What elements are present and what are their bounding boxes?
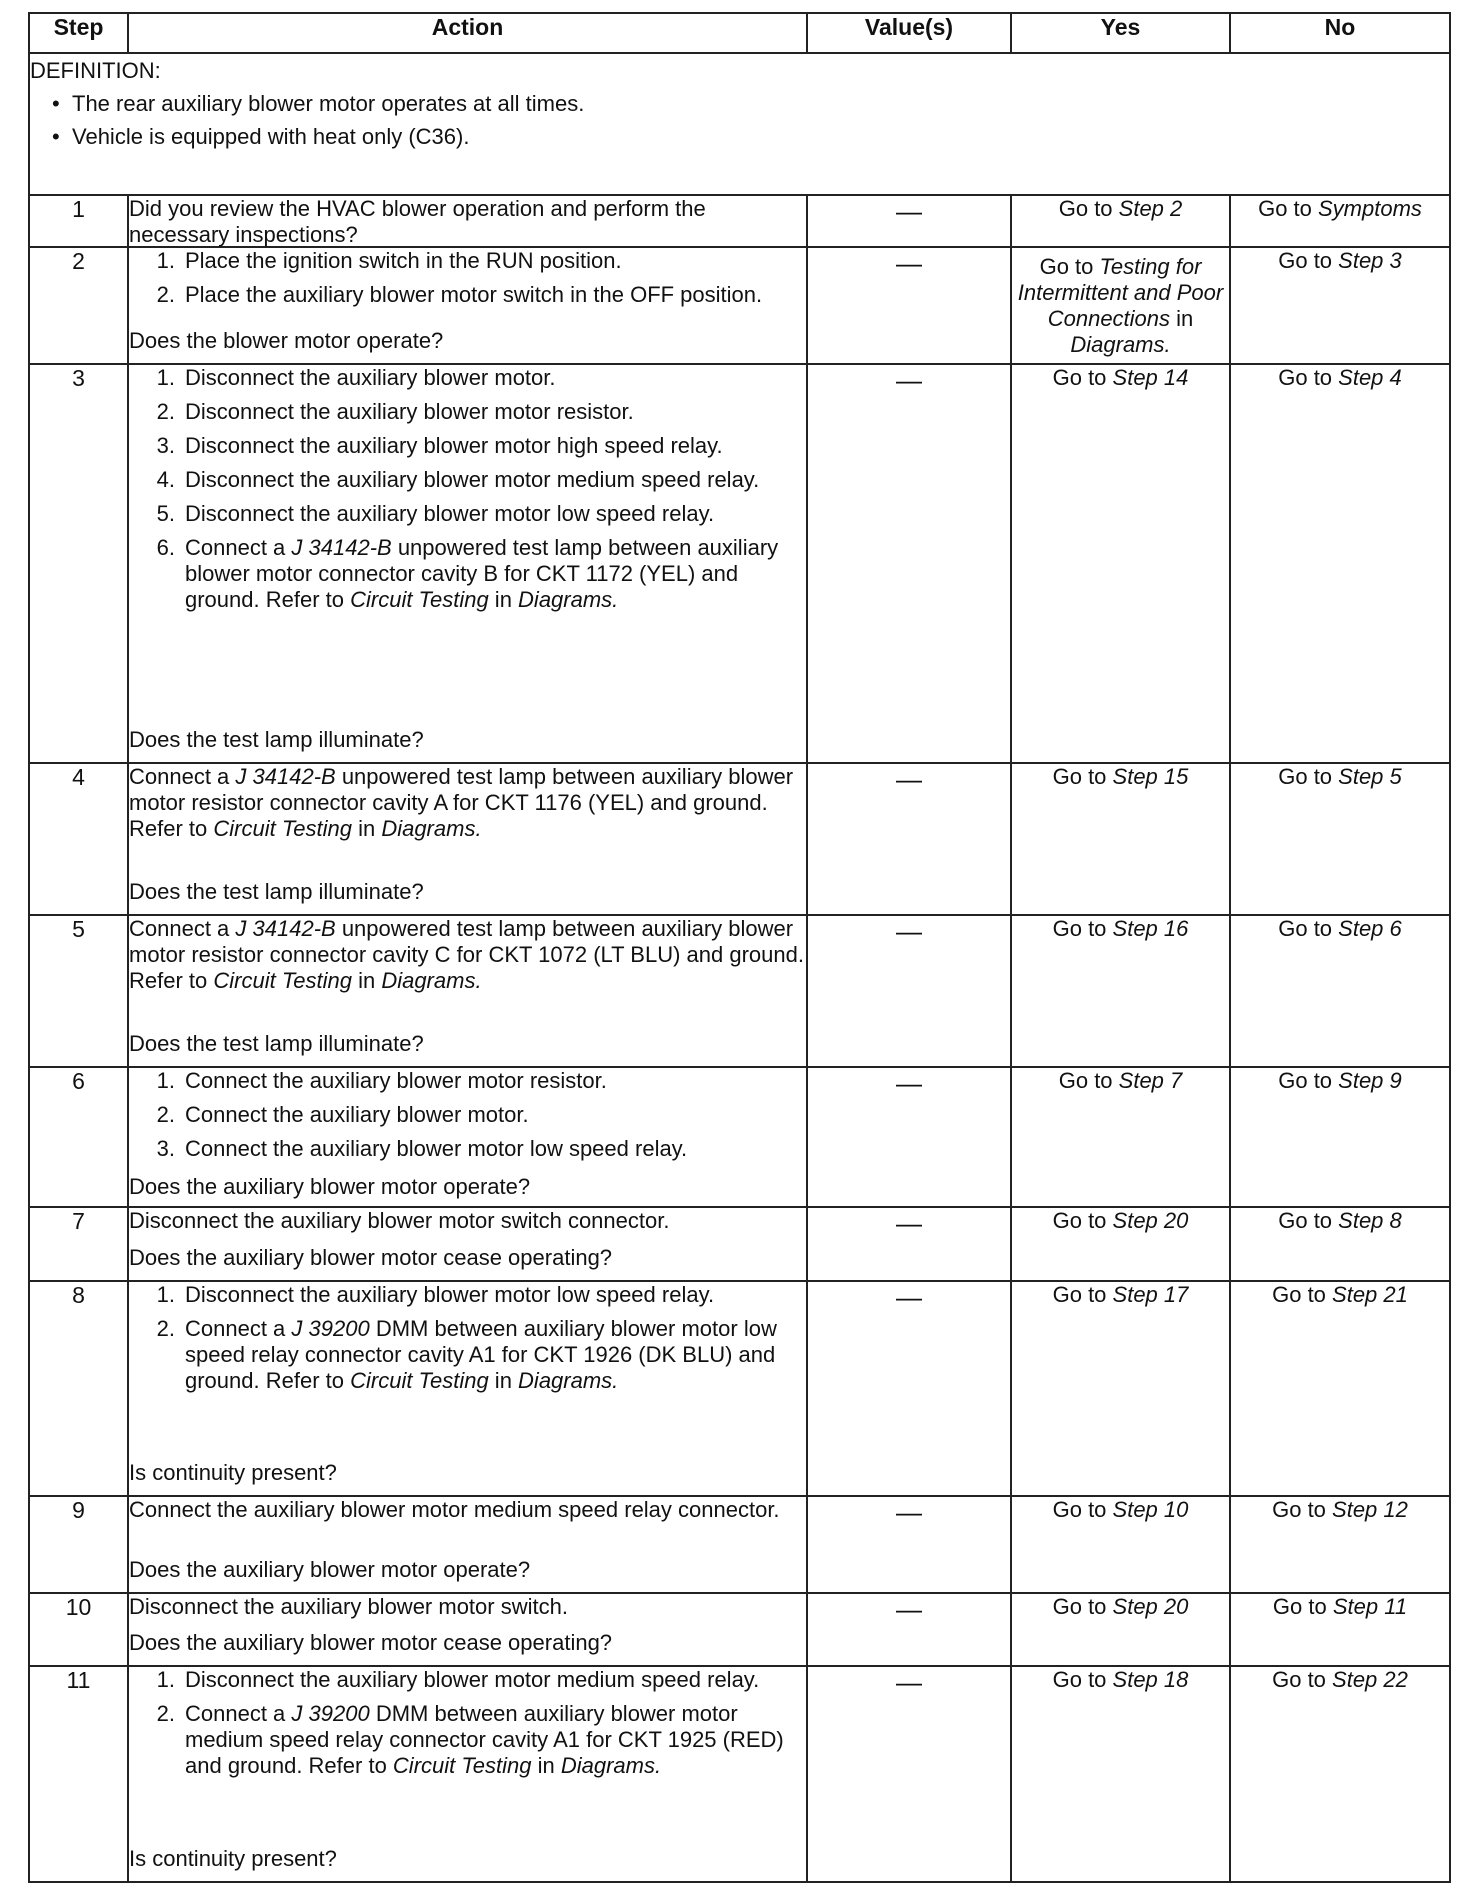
table-row (29, 195, 1450, 247)
action-body (129, 196, 806, 248)
action-question: Does the test lamp illuminate? (129, 1031, 424, 1056)
text-run: Connect the auxiliary blower motor resistor. (185, 1068, 607, 1093)
value-cell: — (807, 247, 1011, 364)
text-run: Disconnect the auxiliary blower motor medium speed relay. (185, 467, 760, 492)
sub-step (129, 1136, 806, 1162)
action-question: Does the auxiliary blower motor cease operating? (129, 1630, 613, 1655)
goto-text: Go to (1272, 1594, 1333, 1619)
value-cell: — (807, 364, 1011, 763)
goto-text: Go to (1278, 1068, 1339, 1093)
step-number: 7 (29, 1207, 128, 1281)
action-text: Did you review the HVAC blower operation and perform the necessary inspections? (129, 196, 706, 247)
sub-step-number: 1. (156, 248, 175, 273)
action-question: Is continuity present? (129, 1846, 337, 1871)
text-run: Disconnect the auxiliary blower motor low speed relay. (185, 1282, 715, 1307)
goto-text: Go to (1258, 196, 1318, 221)
goto-text: Go to (1278, 916, 1339, 941)
action-content (129, 1068, 806, 1197)
value-cell: — (807, 1207, 1011, 1281)
step-reference: Step 17 (1112, 1282, 1189, 1307)
action-cell (128, 1067, 807, 1207)
table-row (29, 915, 1450, 1067)
sub-step-text (185, 365, 806, 391)
action-body (129, 764, 806, 842)
sub-step-text (185, 1282, 806, 1308)
step-number: 8 (29, 1281, 128, 1496)
text-run: unpowered test lamp between auxiliary blower motor resistor connector cavity A for CKT 1176 (YEL) and ground. Refer to (129, 764, 794, 841)
action-body (129, 916, 806, 994)
value-cell: — (807, 915, 1011, 1067)
sub-step (129, 1282, 806, 1308)
action-content (129, 764, 806, 905)
step-reference: Step 4 (1338, 365, 1402, 390)
italic-text: Circuit Testing (213, 968, 352, 993)
no-cell (1230, 1666, 1450, 1882)
sub-step-text (185, 399, 806, 425)
definition-list (30, 87, 1449, 153)
text-run: Disconnect the auxiliary blower motor resistor. (185, 399, 634, 424)
action-content (129, 1208, 806, 1271)
sub-step (129, 1316, 806, 1394)
step-number: 4 (29, 763, 128, 915)
sub-step-number: 3. (156, 1136, 175, 1161)
definition-title: DEFINITION: (30, 58, 161, 83)
step-number: 9 (29, 1496, 128, 1593)
yes-cell (1011, 915, 1230, 1067)
goto-text: Go to (1052, 1208, 1113, 1233)
yes-cell (1011, 1496, 1230, 1593)
italic-text: Diagrams. (560, 1753, 662, 1778)
action-text: Disconnect the auxiliary blower motor switch. (129, 1594, 568, 1619)
table-row (29, 1496, 1450, 1593)
text-run: DMM between auxiliary blower motor low speed relay connector cavity A1 for CKT 1926 (DK BLU) and ground. Refer to (185, 1316, 777, 1393)
text-run: Place the ignition switch in the RUN position. (185, 248, 622, 273)
action-cell (128, 195, 807, 247)
italic-text: J 39200 (291, 1316, 370, 1341)
value-cell: — (807, 1496, 1011, 1593)
table-row (29, 364, 1450, 763)
goto-text: Go to (1278, 248, 1339, 273)
text-run: Disconnect the auxiliary blower motor low speed relay. (185, 501, 715, 526)
step-number: 6 (29, 1067, 128, 1207)
action-body (129, 1208, 806, 1234)
no-cell (1230, 1593, 1450, 1666)
value-cell: — (807, 1067, 1011, 1207)
no-cell (1230, 1067, 1450, 1207)
text-run: Connect a (129, 916, 236, 941)
sub-step-number: 3. (156, 433, 175, 458)
goto-text: Go to (1052, 1282, 1113, 1307)
action-body (129, 365, 806, 621)
step-reference: Testing for Intermittent and Poor Connections (1017, 254, 1224, 331)
text-run: unpowered test lamp between auxiliary blower motor connector cavity B for CKT 1172 (YEL) and ground. Refer to (185, 535, 779, 612)
italic-text: Circuit Testing (392, 1753, 532, 1778)
value-cell: — (807, 195, 1011, 247)
definition-item: • Vehicle is equipped with heat only (C36). (52, 120, 1449, 153)
header-yes: Yes (1011, 13, 1230, 53)
text-run: Disconnect the auxiliary blower motor. (185, 365, 556, 390)
step-reference: Step 22 (1332, 1667, 1408, 1692)
goto-text: Go to (1278, 764, 1339, 789)
sub-step (129, 282, 806, 308)
header-no: No (1230, 13, 1450, 53)
yes-cell (1011, 1067, 1230, 1207)
table-header-row (29, 13, 1450, 53)
no-cell (1230, 763, 1450, 915)
sub-step (129, 1102, 806, 1128)
sub-step-list (129, 1068, 806, 1162)
italic-text: Circuit Testing (350, 1368, 489, 1393)
value-cell: — (807, 1666, 1011, 1882)
yes-cell (1011, 1207, 1230, 1281)
sub-step (129, 467, 806, 493)
action-question: Is continuity present? (129, 1460, 337, 1485)
step-reference: Step 18 (1112, 1667, 1189, 1692)
sub-step-text (185, 1136, 806, 1162)
definition-row (29, 53, 1450, 195)
yes-cell (1011, 1281, 1230, 1496)
action-question: Does the test lamp illuminate? (129, 727, 424, 752)
no-cell (1230, 247, 1450, 364)
action-body (129, 1594, 806, 1620)
action-content (129, 1497, 806, 1583)
step-reference: Step 20 (1112, 1594, 1189, 1619)
text-run: in (488, 587, 519, 612)
sub-step-list (129, 365, 806, 613)
goto-text: Go to (1039, 254, 1100, 279)
goto-text: Go to (1058, 1068, 1119, 1093)
yes-cell (1011, 763, 1230, 915)
sub-step-text (185, 1102, 806, 1128)
action-text: Disconnect the auxiliary blower motor switch connector. (129, 1208, 670, 1233)
italic-text: Circuit Testing (213, 816, 352, 841)
text-run: in (488, 1368, 519, 1393)
goto-text: Go to (1272, 1497, 1333, 1522)
goto-text: Go to (1058, 196, 1119, 221)
step-reference: Diagrams. (1070, 332, 1171, 357)
sub-step-number: 2. (156, 1316, 175, 1341)
text-run: Disconnect the auxiliary blower motor high speed relay. (185, 433, 723, 458)
step-reference: Step 10 (1112, 1497, 1189, 1522)
text-run: unpowered test lamp between auxiliary blower motor resistor connector cavity C for CKT 1072 (LT BLU) and ground. Refer to (129, 916, 804, 993)
no-cell (1230, 1496, 1450, 1593)
no-cell (1230, 1207, 1450, 1281)
step-reference: Step 21 (1332, 1282, 1408, 1307)
sub-step (129, 535, 806, 613)
table-row (29, 1593, 1450, 1666)
step-number: 10 (29, 1593, 128, 1666)
sub-step-number: 5. (156, 501, 175, 526)
definition-cell (29, 53, 1450, 195)
action-body (129, 1667, 806, 1787)
action-question: Does the test lamp illuminate? (129, 879, 424, 904)
sub-step-text (185, 535, 806, 613)
diagnostic-table-sheet (28, 12, 1449, 1883)
italic-text: Circuit Testing (350, 587, 489, 612)
goto-text: Go to (1278, 365, 1339, 390)
action-body (129, 248, 806, 316)
sub-step-text (185, 467, 806, 493)
step-reference: Step 12 (1332, 1497, 1408, 1522)
table-row (29, 763, 1450, 915)
action-body (129, 1068, 806, 1170)
yes-cell (1011, 1666, 1230, 1882)
goto-text: Go to (1052, 1667, 1113, 1692)
sub-step-text (185, 1068, 806, 1094)
step-reference: Step 5 (1338, 764, 1402, 789)
step-reference: Step 8 (1338, 1208, 1402, 1233)
action-text (129, 764, 806, 842)
action-question: Does the auxiliary blower motor cease operating? (129, 1245, 613, 1270)
sub-step-number: 6. (156, 535, 175, 560)
table-row (29, 247, 1450, 364)
action-cell (128, 1496, 807, 1593)
italic-text: J 34142-B (235, 764, 336, 789)
goto-text: Go to (1278, 1208, 1339, 1233)
italic-text: J 39200 (291, 1701, 370, 1726)
italic-text: Diagrams. (381, 968, 482, 993)
italic-text: J 34142-B (291, 535, 392, 560)
step-number: 2 (29, 247, 128, 364)
goto-text: in (1170, 306, 1194, 331)
header-action: Action (128, 13, 807, 53)
action-cell (128, 1207, 807, 1281)
sub-step-number: 2. (156, 1701, 175, 1726)
action-cell (128, 915, 807, 1067)
value-cell: — (807, 763, 1011, 915)
action-content (129, 365, 806, 753)
goto-text: Go to (1052, 916, 1113, 941)
sub-step (129, 1701, 806, 1779)
sub-step-text (185, 248, 806, 274)
text-run: in (351, 968, 382, 993)
sub-step-number: 1. (156, 1068, 175, 1093)
action-content (129, 248, 806, 354)
text-run: Connect a (185, 1316, 292, 1341)
step-reference: Step 7 (1118, 1068, 1183, 1093)
table-row (29, 1207, 1450, 1281)
sub-step-text (185, 282, 806, 308)
text-run: Connect a (129, 764, 236, 789)
step-reference: Symptoms (1318, 196, 1422, 221)
yes-cell (1011, 364, 1230, 763)
sub-step (129, 399, 806, 425)
sub-step-number: 2. (156, 399, 175, 424)
step-reference: Step 15 (1112, 764, 1189, 789)
text-run: Disconnect the auxiliary blower motor medium speed relay. (185, 1667, 760, 1692)
no-cell (1230, 364, 1450, 763)
text-run: in (531, 1753, 561, 1778)
action-question: Does the auxiliary blower motor operate? (129, 1557, 531, 1582)
table-row (29, 1067, 1450, 1207)
step-reference: Step 16 (1112, 916, 1189, 941)
sub-step (129, 1667, 806, 1693)
sub-step-number: 2. (156, 1102, 175, 1127)
sub-step-number: 4. (156, 467, 175, 492)
sub-step-number: 2. (156, 282, 175, 307)
no-cell (1230, 195, 1450, 247)
action-cell (128, 247, 807, 364)
sub-step (129, 1068, 806, 1094)
action-text: Connect the auxiliary blower motor medium speed relay connector. (129, 1497, 780, 1522)
table-row (29, 1666, 1450, 1882)
text-run: Place the auxiliary blower motor switch in the OFF position. (185, 282, 763, 307)
italic-text: Diagrams. (518, 1368, 619, 1393)
goto-text: Go to (1052, 764, 1113, 789)
sub-step-number: 1. (156, 1667, 175, 1692)
no-cell (1230, 1281, 1450, 1496)
action-body (129, 1282, 806, 1402)
action-cell (128, 364, 807, 763)
sub-step-number: 1. (156, 1282, 175, 1307)
step-reference: Step 3 (1338, 248, 1402, 273)
step-number: 5 (29, 915, 128, 1067)
step-reference: Step 2 (1118, 196, 1183, 221)
text-run: Connect a (185, 535, 292, 560)
text-run: in (351, 816, 382, 841)
sub-step (129, 365, 806, 391)
action-text (129, 916, 806, 994)
action-body (129, 1497, 806, 1523)
step-reference: Step 14 (1112, 365, 1189, 390)
step-reference: Step 6 (1338, 916, 1402, 941)
sub-step-text (185, 1316, 806, 1394)
sub-step (129, 501, 806, 527)
text-run: Connect the auxiliary blower motor. (185, 1102, 529, 1127)
value-cell: — (807, 1593, 1011, 1666)
italic-text: J 34142-B (235, 916, 336, 941)
goto-text: Go to (1052, 365, 1113, 390)
action-question: Does the auxiliary blower motor operate? (129, 1174, 531, 1199)
no-cell (1230, 915, 1450, 1067)
step-reference: Step 9 (1338, 1068, 1402, 1093)
step-reference: Step 11 (1332, 1594, 1408, 1619)
italic-text: Diagrams. (518, 587, 619, 612)
sub-step-text (185, 433, 806, 459)
action-cell (128, 763, 807, 915)
sub-step-list (129, 1282, 806, 1394)
sub-step (129, 248, 806, 274)
action-content (129, 196, 806, 247)
action-content (129, 1282, 806, 1486)
sub-step-list (129, 248, 806, 308)
action-question: Does the blower motor operate? (129, 328, 444, 353)
sub-step-text (185, 1667, 806, 1693)
goto-text: Go to (1272, 1282, 1333, 1307)
yes-cell (1011, 1593, 1230, 1666)
action-content (129, 1667, 806, 1872)
step-number: 1 (29, 195, 128, 247)
value-cell: — (807, 1281, 1011, 1496)
action-cell (128, 1666, 807, 1882)
header-values: Value(s) (807, 13, 1011, 53)
yes-cell (1011, 247, 1230, 364)
action-content (129, 916, 806, 1057)
header-step: Step (29, 13, 128, 53)
step-number: 3 (29, 364, 128, 763)
sub-step (129, 433, 806, 459)
text-run: DMM between auxiliary blower motor medium speed relay connector cavity A1 for CKT 1925 (RED) and ground. Refer to (185, 1701, 784, 1778)
goto-text: Go to (1052, 1594, 1113, 1619)
action-cell (128, 1281, 807, 1496)
diagnostic-table (28, 12, 1451, 1883)
sub-step-list (129, 1667, 806, 1779)
definition-item: • The rear auxiliary blower motor operates at all times. (52, 87, 1449, 120)
sub-step-text (185, 1701, 806, 1779)
table-row (29, 1281, 1450, 1496)
yes-cell (1011, 195, 1230, 247)
goto-text: Go to (1272, 1667, 1333, 1692)
step-number: 11 (29, 1666, 128, 1882)
action-content (129, 1594, 806, 1656)
text-run: Connect a (185, 1701, 292, 1726)
goto-text: Go to (1052, 1497, 1113, 1522)
text-run: Connect the auxiliary blower motor low speed relay. (185, 1136, 688, 1161)
action-cell (128, 1593, 807, 1666)
sub-step-text (185, 501, 806, 527)
step-reference: Step 20 (1112, 1208, 1189, 1233)
italic-text: Diagrams. (381, 816, 482, 841)
sub-step-number: 1. (156, 365, 175, 390)
